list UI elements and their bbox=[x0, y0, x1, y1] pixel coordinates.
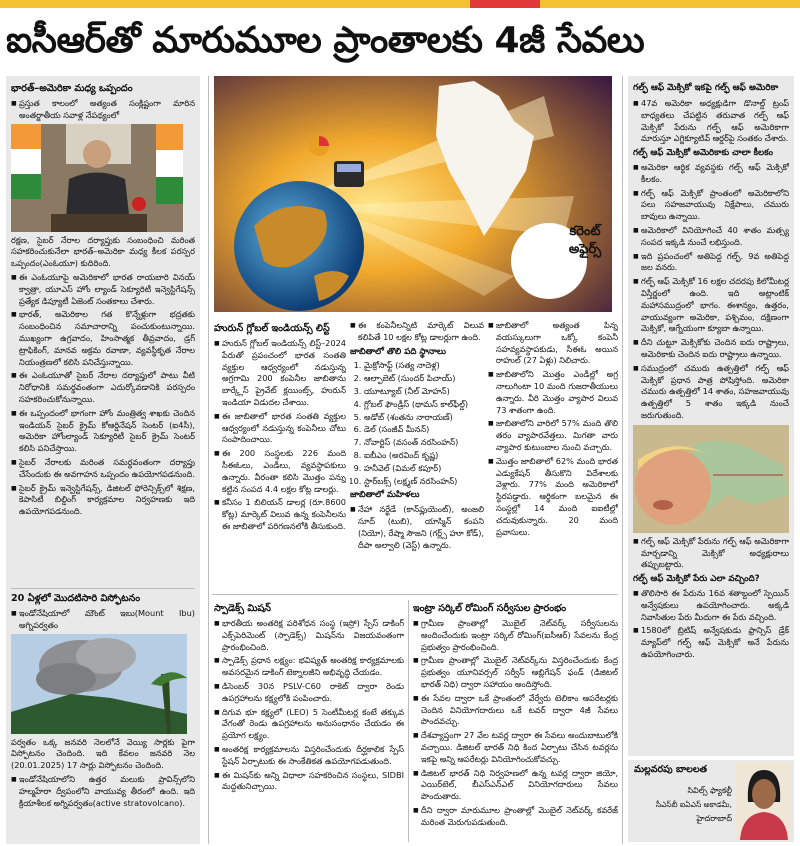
col-divider bbox=[408, 600, 409, 842]
gulf-p2: ■ అమెరికా ఆర్థిక వ్యవస్థకు గల్ఫ్‌ ఆఫ్‌ మెక్సికో కీలకం. bbox=[633, 162, 789, 186]
gulf-p8: ■ సముద్రంలో చమురు ఉత్పత్తిలో గల్ఫ్‌ ఆఫ్‌ మెక్సికో ప్రధాన పాత్ర పోషిస్తోంది. అమెరికా చమురు ఉత్పత్తిలో 14 శాతం, సహజవాయువు ఉత్పత్తిలో 5 శాతం ఇక్కడి నుంచే జరుగుతుంది. bbox=[633, 363, 789, 422]
hurun-heading: హురున్‌ గ్లోబల్‌ ఇండియన్స్‌ లిస్ట్‌ bbox=[214, 323, 330, 334]
india-us-intro: ■ ప్రస్తుత కాలంలో అత్యంత సంక్లిష్టంగా మారిన అంతర్జాతీయ సవాళ్ల నేపథ్యంలో bbox=[11, 98, 195, 122]
icr-p1: ■ గ్రామీణ ప్రాంతాల్లో మొబైల్‌ నెట్‌వర్క్‌ సర్వీసులను అందించేందుకు ఇంట్రా సర్కిల్‌ రోమింగ్‌(ఐసీఆర్‌) సేవలను కేంద్ర ప్రభుత్వం ప్రారంభించింది. bbox=[413, 618, 618, 653]
hurun-p5: ■ ఈ కంపెనీలన్నిటి మార్కెట్‌ విలువ కలిపితే 10 లక్షల కోట్ల డాలర్లుగా ఉంది. bbox=[350, 320, 484, 344]
india-us-p3: ■ భారత్‌, అమెరికాల గత కొన్నేళ్లుగా భద్రతకు సంబంధించిన సమాచారాన్ని పంచుకుంటున్నాయి. ముఖ్యంగా ఉగ్రవాదం, హింసాత్మక తీవ్రవాదం, డ్రగ్‌ ట్రాఫికింగ్‌, మానవ అక్రమ రవాణా, వ్యవస్థీకృత నేరాల నియంత్రణలో కలిసి పనిచేస్తున్నాయి. bbox=[11, 309, 195, 368]
gulf-sub2: గల్ఫ్‌ ఆఫ్‌ మెక్సికో పేరు ఎలా వచ్చింది? bbox=[633, 574, 760, 585]
india-us-p2: ■ ఈ ఎంఓయూపై అమెరికాలో భారత రాయబారి వినయ్‌ క్వాత్రా, యూఎస్‌ హోం ల్యాండ్‌ సెక్యూరిటీ ఇన్వెస్టిగేషన్స్‌ ప్రత్యేక డిప్యూటీ ఏజెంట్‌ సంతకాలు చేశారు. bbox=[11, 272, 195, 307]
right-column bbox=[628, 76, 794, 756]
list-item: 8. ఐబీఎం (అరవింద్‌ కృష్ణ) bbox=[364, 450, 484, 462]
top-ten-heading: జాబితాలో తొలి పది స్థానాలు bbox=[350, 346, 446, 357]
india-us-p6: ■ సైబర్‌ నేరాలకు మరింత సమర్థవంతంగా దర్యాప్తు చేసేందుకు ఈ అవగాహన ఒప్పందం ఉపయోగపడనుంది. bbox=[11, 457, 195, 481]
volcano-section bbox=[11, 588, 195, 842]
gulf-p9: ■ గల్ఫ్‌ ఆఫ్‌ మెక్సికో పేరును గల్ఫ్‌ ఆఫ్‌ అమెరికాగా మార్చడాన్ని మెక్సికో అధ్యక్షురాలు తప్పుబట్టారు. bbox=[633, 536, 789, 571]
volcano-heading: 20 ఏళ్లలో మొదటిసారి విస్ఫోటనం bbox=[11, 593, 141, 604]
women-heading: జాబితాలో మహిళలు bbox=[350, 490, 420, 501]
author-role: సివిల్స్‌ ఫ్యాకల్టీ bbox=[687, 786, 732, 795]
spadex-p1: ■ భారతీయ అంతరిక్ష పరిశోధన సంస్థ (ఇస్రో) స్పేస్‌ డాకింగ్‌ ఎక్స్‌పెరిమెంట్‌ (స్పాడెక్స్‌) మిషన్‌ను విజయవంతంగా ప్రారంభించింది. bbox=[214, 618, 404, 653]
gulf-p5: ■ ఇది ప్రపంచంలో అతిపెద్ద గల్ఫ్‌. 9వ అతిపెద్ద జల వనరు. bbox=[633, 251, 789, 275]
author-box bbox=[628, 760, 794, 842]
gulf-p11: ■ 1580లో బ్రిటిష్‌ అన్వేషకుడు ఫ్రాన్సిస్‌ డ్రేక్‌ మ్యాప్‌లో గల్ఫ్‌ ఆఫ్‌ మెక్సికో అనే పేరును ఉపయోగించారు. bbox=[633, 625, 789, 660]
list-item: 3. యూట్యూబ్‌ (నీల్‌ మోహన్‌) bbox=[364, 386, 484, 398]
hurun-p7: ■ జాబితాలో అత్యంత పిన్న వయస్కులుగా ఒక్కో కంపెనీ సహవ్యవస్థాపకుడు, సీఈఓ అయిన రాహుల్‌ (27 ఏళ్లు) నిలిచారు. bbox=[488, 320, 618, 367]
icr-heading: ఇంట్రా సర్కిల్‌ రోమింగ్‌ సర్వీసుల ప్రారంభం bbox=[413, 603, 567, 614]
author-org: సీఎస్‌బీ ఐఏఎస్‌ అకాడమీ, bbox=[655, 800, 732, 809]
col-divider bbox=[622, 76, 623, 844]
author-photo bbox=[736, 762, 792, 840]
top-ten-list bbox=[350, 360, 484, 487]
india-us-p1: రక్షణ, సైబర్‌ నేరాల దర్యాప్తుకు సంబంధించి మరింత సహకరించుకునేలా భారత్‌–అమెరికా మధ్య కీలక పరస్పర ఒప్పందం(ఎంఓయూ) కుదిరింది. bbox=[11, 234, 195, 269]
gulf-sub1: గల్ఫ్‌ ఆఫ్‌ మెక్సికో అమెరికాకు చాలా కీలకం bbox=[633, 148, 773, 159]
author-name: మల్లవరపు బాలలత bbox=[634, 764, 708, 775]
list-item: 2. ఆల్ఫాబెట్‌ (సుందర్‌ పిచాయ్‌) bbox=[364, 373, 484, 385]
hurun-col-1 bbox=[214, 320, 346, 588]
spadex-p4: ■ దిగువ భూ కక్ష్యలో (LEO) 5 సెంటీమీటర్ల కంటే తక్కువ వేగంతో రెండు ఉపగ్రహాలను అనుసంధానం చేయడం ఈ ప్రయోగ లక్ష్యం. bbox=[214, 707, 404, 742]
list-item: 4. గ్లోబల్‌ ఫౌండ్రీస్‌ (థామస్‌ కాల్‌ఫీల్డ్‌) bbox=[364, 399, 484, 411]
india-us-p4: ■ ఈ ఎంఓయూతో సైబర్‌ నేరాల దర్యాప్తులో పాటు వీటి నిరోధానికి సమర్థవంతంగా ఎదుర్కోవడానికి పరస్పరం సహకరించుకోనున్నాయి. bbox=[11, 370, 195, 405]
icr-p3: ■ ఈ సేవల ద్వారా ఒకే ప్రాంతంలో వేర్వేరు టెలికాం ఆపరేటర్లకు చెందిన వినియోగదారులు ఒకే టవర్‌ ద్వారా 4జీ సేవలు పొందవచ్చు. bbox=[413, 693, 618, 728]
hurun-p4: ■ కనీసం 1 బిలియన్‌ డాలర్ల (రూ.8600 కోట్ల) మార్కెట్‌ విలువ ఉన్న కంపెనీలను ఈ జాబితాలో పరిగణనలోకి తీసుకుంది. bbox=[214, 497, 346, 532]
hurun-col-2 bbox=[350, 320, 484, 588]
hurun-p9: ■ జాబితాలోని వారిలో 57% మంది తొలి తరం వ్యాపారవేత్తలు. మిగతా వారు వ్యాపార కుటుంబాల నుంచి వచ్చారు. bbox=[488, 418, 618, 453]
gulf-p7: ■ దీని చుట్టూ మెక్సికోకు చెందిన ఐదు రాష్ట్రాలు, అమెరికాకు చెందిన ఐదు రాష్ట్రాలు ఉన్నాయి. bbox=[633, 337, 789, 361]
list-item: 10. స్టార్‌బక్స్‌ (లక్ష్మణ్‌ నరసింహన్‌) bbox=[364, 476, 484, 488]
author-city: హైదరాబాద్‌ bbox=[696, 814, 732, 823]
spadex-p2: ■ స్పాడెక్స్‌ ప్రధాన లక్ష్యం: భవిష్యత్‌ అంతరిక్ష కార్యక్రమాలకు అవసరమైన డాకింగ్‌ టెక్నాలజీని అభివృద్ధి చేయడం. bbox=[214, 655, 404, 679]
spadex-p6: ■ ఈ మిషన్‌కు అన్ని విధాలా సహకరించిన సంస్థలు, SIDBI మద్దతునిచ్చాయి. bbox=[214, 770, 404, 794]
current-affairs-badge bbox=[547, 223, 623, 259]
spadex-p3: ■ డిసెంబర్‌ 30న PSLV-C60 రాకెట్‌ ద్వారా రెండు ఉపగ్రహాలను కక్ష్యలోకి పంపించారు. bbox=[214, 681, 404, 705]
volcano-photo bbox=[11, 634, 187, 734]
spadex-section bbox=[214, 600, 404, 842]
gulf-p4: ■ అమెరికాలో వినియోగించే 40 శాతం మత్స్య సంపద ఇక్కడి నుంచే లభిస్తుంది. bbox=[633, 225, 789, 249]
list-item: 5. అడోబ్‌ (శంతను నారాయణ్‌) bbox=[364, 412, 484, 424]
volcano-intro: ■ ఇండోనేషియాలో మౌంట్‌ ఇబు(Mount Ibu) అగ్నిపర్వతం bbox=[11, 608, 195, 632]
gulf-p10: ■ తొలిసారి ఈ పేరును 16వ శతాబ్దంలో స్పెయిన్‌ అన్వేషకులు ఉపయోగించారు. అక్కడి నివాసితుల పేరు మీదుగా ఈ పేరు వచ్చింది. bbox=[633, 588, 789, 623]
globe-illustration bbox=[214, 76, 612, 312]
section-divider bbox=[212, 594, 618, 595]
volcano-p1: పర్వతం ఒక్క జనవరి నెలలోనే వెయ్యి సార్లకు పైగా విస్ఫోటనం చెందింది. ఇది కేవలం జనవరి నెల (20.01.2025) 17 సార్లు విస్ఫోటనం చెందింది. bbox=[11, 736, 195, 771]
list-item: 6. డెల్‌ (సంజీవ్‌ మీనన్‌) bbox=[364, 424, 484, 436]
top-color-bar bbox=[0, 0, 800, 8]
list-item: 9. హనీవెల్‌ (విమల్‌ కపూర్‌) bbox=[364, 463, 484, 475]
icr-p6: ■ దీని ద్వారా మారుమూల ప్రాంతాల్లో మొబైల్‌ నెట్‌వర్క్‌ కవరేజ్‌ మరింత మెరుగుపడుతుంది. bbox=[413, 805, 618, 829]
trump-map-photo bbox=[633, 425, 789, 533]
women-p: ■ నేహా నర్ఖేడే (కాన్‌ఫ్లుయెంట్‌), అంజలి సూద్‌ (టుబి), యాస్మిన్‌ కంపని (నియో), రేష్మా సౌజని (గర్ల్స్‌ హూ కోడ్‌), దీపా అల్వాలి (వెస్ట్‌) ఉన్నారు. bbox=[350, 504, 484, 551]
hurun-p2: ■ ఈ జాబితాలో భారత సంతతి వ్యక్తుల ఆధ్వర్యంలో నడుస్తున్న కంపెనీలు చోటు సంపాదించాయి. bbox=[214, 411, 346, 446]
icr-p2: ■ గ్రామీణ ప్రాంతాల్లో మొబైల్‌ నెట్‌వర్క్‌ను విస్తరించేందుకు కేంద్ర ప్రభుత్వం యూనివర్సల్‌ సర్వీస్‌ ఆబ్లిగేషన్‌ ఫండ్‌ (డిజిటల్‌ భారత్‌ నిధి) ద్వారా సహాయం అందిస్తోంది. bbox=[413, 655, 618, 690]
spadex-heading: స్పాడెక్స్‌ మిషన్‌ bbox=[214, 603, 272, 614]
gulf-p6: ■ గల్ఫ్‌ ఆఫ్‌ మెక్సికో 16 లక్షల చదరపు కిలోమీటర్ల విస్తీర్ణంలో ఉంది. ఇది అట్లాంటిక్‌ మహాసముద్రంలో భాగం. ఈశాన్యం, ఉత్తరం, వాయువ్యంగా అమెరికా, పశ్చిమం, దక్షిణంగా మెక్సికో, ఆగ్నేయంగా క్యూబా ఉన్నాయి. bbox=[633, 276, 789, 335]
hurun-p10: ■ మొత్తం జాబితాలో 62% మంది భారత ఎడ్యుకేషన్‌ తీసుకొని విదేశాలకు వెళ్లారు. 77% మంది అమెరికాలో స్థిరపడ్డారు. ఆర్థికంగా బలమైన ఈ సంస్థల్లో 14 మంది ఐఐటీల్లో చదువుకున్నారు. 20 మంది ప్రవాసులు. bbox=[488, 456, 618, 539]
main-headline: ఐసీఆర్‌తో మారుమూల ప్రాంతాలకు 4జీ సేవలు bbox=[6, 20, 645, 61]
list-item: 7. నోవార్టిస్‌ (వసంత్‌ నరసింహన్‌) bbox=[364, 437, 484, 449]
divider bbox=[11, 588, 195, 589]
top-accent bbox=[470, 0, 540, 8]
volcano-p2: ■ ఇండోనేషియాలోని ఉత్తర మలుకు ప్రావిన్స్‌లోని హల్మహేరా ద్వీపంలోని వాయువ్య తీరంలో ఉంది. ఇది క్రియాశీలక అగ్నిపర్వతం(active stratovolcano). bbox=[11, 774, 195, 809]
gulf-p3: ■ గల్ఫ్‌ ఆఫ్‌ మెక్సికో ప్రాంతంలో అమెరికాలోని పలు సహజవాయువు నిక్షేపాలు, చమురు బావులు ఉన్నాయి. bbox=[633, 188, 789, 223]
col-divider bbox=[208, 76, 209, 844]
badge-line2: అఫైర్స్‌ bbox=[568, 242, 602, 257]
gulf-p1: ■ 47వ అమెరికా అధ్యక్షుడిగా డొనాల్డ్‌ ట్రంప్‌ బాధ్యతలు చేపట్టిన తరువాత గల్ఫ్‌ ఆఫ్‌ మెక్సికో పేరును గల్ఫ్‌ ఆఫ్‌ అమెరికాగా మారుస్తూ ఎగ్జిక్యూటివ్‌ ఆర్డర్‌పై సంతకం చేశారు. bbox=[633, 98, 789, 145]
spadex-p5: ■ అంతరిక్ష కార్యక్రమాలను విస్తరించేందుకు దీర్ఘకాలిక స్పేస్‌ స్టేషన్‌ ఏర్పాటుకు ఈ సాంకేతికత ఉపయోగపడుతుంది. bbox=[214, 744, 404, 768]
badge-line1: కరెంట్‌ bbox=[569, 224, 601, 239]
india-us-p7: ■ సైబర్‌ క్రైమ్‌ ఇన్వెస్టిగేషన్స్‌, డిజిటల్‌ ఫోరెన్సిక్స్‌లో శిక్షణ, కెపాసిటీ బిల్డింగ్‌ కార్యక్రమాల నిర్వహణకు ఇది ఉపయోగపడనుంది. bbox=[11, 483, 195, 518]
list-item: 1. మైక్రోసాఫ్ట్‌ (సత్య నాదెళ్ల) bbox=[364, 360, 484, 372]
icr-p4: ■ దేశవ్యాప్తంగా 27 వేల టవర్ల ద్వారా ఈ సేవలు అందుబాటులోకి వచ్చాయి. డిజిటల్‌ భారత్‌ నిధి కింద ఏర్పాటు చేసిన టవర్లను ఇకపై అన్ని ఆపరేటర్లు వినియోగించుకోవచ్చు. bbox=[413, 730, 618, 765]
hurun-p1: ■ హురున్‌ గ్లోబల్‌ ఇండియన్స్‌ లిస్ట్‌–2024 పేరుతో ప్రపంచంలో భారత సంతతి వ్యక్తుల ఆధ్వర్యంలో నడుస్తున్న అగ్రగామి 200 కంపెనీల జాబితాను బార్క్లేస్‌ ప్రైవేట్‌ క్లయింట్స్‌, హురున్‌ ఇండియా విడుదల చేశాయి. bbox=[214, 338, 346, 409]
ambassador-photo bbox=[11, 124, 183, 232]
hurun-p3: ■ ఈ 200 సంస్థలకు 226 మంది సీఈఓలు, ఎండీలు, వ్యవస్థాపకులు ఉన్నారు. వీరంతా కలిసి మొత్తం పన్ను కట్టిన సంపద 4.4 లక్షల కోట్ల డాలర్లు. bbox=[214, 448, 346, 495]
hurun-col-3 bbox=[488, 320, 618, 588]
gulf-heading: గల్ఫ్‌ ఆఫ్‌ మెక్సికో ఇకపై గల్ఫ్‌ ఆఫ్‌ అమెరికా bbox=[633, 83, 779, 93]
india-us-heading: భారత్‌–అమెరికా మధ్య ఒప్పందం bbox=[11, 83, 133, 94]
hurun-p8: ■ జాబితాలోని మొత్తం ఎండీల్లో అగ్ర నాలుగింటా 10 మంది గుజరాతీయులు ఉన్నారు. వీరి మొత్తం వ్యాపార విలువ 73 శాతంగా ఉంది. bbox=[488, 369, 618, 416]
icr-section bbox=[413, 600, 618, 842]
india-us-p5: ■ ఈ ఒప్పందంలో భాగంగా హోం మంత్రిత్వ శాఖకు చెందిన ఇండియన్‌ సైబర్‌ క్రైమ్‌ కోఆర్డినేషన్‌ సెంటర్‌ (ఐ4సీ), అమెరికా హోంల్యాండ్‌ సెక్యూరిటీ సైబర్‌ క్రైమ్‌ సెంటర్‌ కలిసి పనిచేస్తాయి. bbox=[11, 408, 195, 455]
icr-p5: ■ డిజిటల్‌ భారత్‌ నిధి నిర్వహణలో ఉన్న టవర్ల ద్వారా జియో, ఎయిర్‌టెల్‌, బీఎస్‌ఎన్‌ఎల్‌ వినియోగదారులు సేవలు పొందుతారు. bbox=[413, 768, 618, 803]
